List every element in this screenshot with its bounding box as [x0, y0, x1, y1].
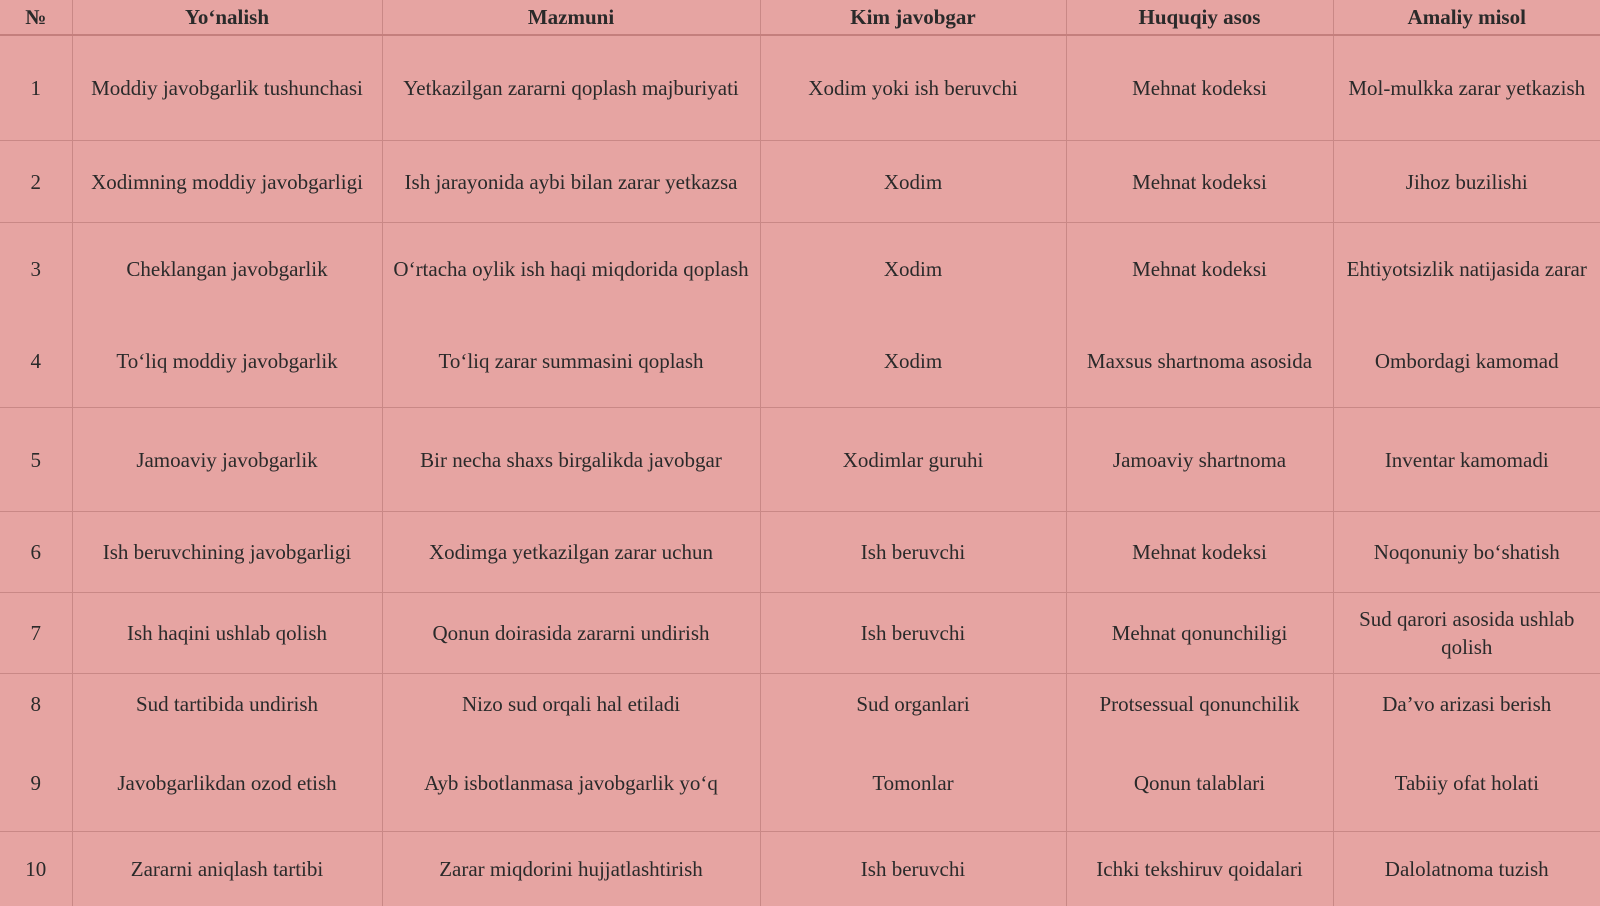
cell-responsible: Ish beruvchi: [760, 512, 1066, 593]
cell-legal-basis: Qonun talablari: [1066, 734, 1333, 832]
cell-legal-basis: Mehnat kodeksi: [1066, 223, 1333, 316]
header-example: Amaliy misol: [1333, 0, 1600, 35]
cell-responsible: Xodim: [760, 223, 1066, 316]
cell-example: Ehtiyotsizlik natijasida zarar: [1333, 223, 1600, 316]
table-row: [0, 35, 1600, 141]
cell-legal-basis: Mehnat kodeksi: [1066, 35, 1333, 141]
header-legal-basis: Huquqiy asos: [1066, 0, 1333, 35]
table-row: [0, 315, 1600, 408]
cell-responsible: Xodim: [760, 141, 1066, 223]
cell-content: Ish jarayonida aybi bilan zarar yetkazsa: [382, 141, 760, 223]
cell-direction: Ish beruvchining javobgarligi: [72, 512, 382, 593]
cell-direction: Jamoaviy javobgarlik: [72, 408, 382, 512]
cell-legal-basis: Mehnat qonunchiligi: [1066, 593, 1333, 674]
cell-responsible: Ish beruvchi: [760, 593, 1066, 674]
cell-direction: Cheklangan javobgarlik: [72, 223, 382, 316]
cell-legal-basis: Mehnat kodeksi: [1066, 141, 1333, 223]
cell-responsible: Xodim yoki ish beruvchi: [760, 35, 1066, 141]
cell-example: Da’vo arizasi berish: [1333, 674, 1600, 735]
cell-example: Jihoz buzilishi: [1333, 141, 1600, 223]
cell-legal-basis: Ichki tekshiruv qoidalari: [1066, 832, 1333, 906]
cell-number: 7: [0, 593, 72, 674]
cell-content: Zarar miqdorini hujjatlashtirish: [382, 832, 760, 906]
cell-direction: Javobgarlikdan ozod etish: [72, 734, 382, 832]
cell-legal-basis: Jamoaviy shartnoma: [1066, 408, 1333, 512]
cell-example: Sud qarori asosida ushlab qolish: [1333, 593, 1600, 674]
table-row: [0, 674, 1600, 735]
table-row: [0, 734, 1600, 832]
table-row: [0, 512, 1600, 593]
cell-responsible: Ish beruvchi: [760, 832, 1066, 906]
cell-direction: Sud tartibida undirish: [72, 674, 382, 735]
cell-content: Qonun doirasida zararni undirish: [382, 593, 760, 674]
table-row: [0, 408, 1600, 512]
header-content: Mazmuni: [382, 0, 760, 35]
cell-content: Xodimga yetkazilgan zarar uchun: [382, 512, 760, 593]
cell-number: 2: [0, 141, 72, 223]
cell-responsible: Tomonlar: [760, 734, 1066, 832]
table-row: [0, 832, 1600, 906]
cell-responsible: Sud organlari: [760, 674, 1066, 735]
cell-direction: Moddiy javobgarlik tushunchasi: [72, 35, 382, 141]
cell-example: Dalolatnoma tuzish: [1333, 832, 1600, 906]
cell-number: 8: [0, 674, 72, 735]
cell-number: 4: [0, 315, 72, 408]
cell-content: Nizo sud orqali hal etiladi: [382, 674, 760, 735]
cell-responsible: Xodimlar guruhi: [760, 408, 1066, 512]
cell-content: Ayb isbotlanmasa javobgarlik yoʻq: [382, 734, 760, 832]
cell-responsible: Xodim: [760, 315, 1066, 408]
table-row: [0, 141, 1600, 223]
cell-direction: Ish haqini ushlab qolish: [72, 593, 382, 674]
cell-direction: Xodimning moddiy javobgarligi: [72, 141, 382, 223]
cell-number: 3: [0, 223, 72, 316]
table-row: [0, 593, 1600, 674]
cell-number: 6: [0, 512, 72, 593]
cell-content: Oʻrtacha oylik ish haqi miqdorida qoplash: [382, 223, 760, 316]
cell-number: 10: [0, 832, 72, 906]
cell-example: Mol-mulkka zarar yetkazish: [1333, 35, 1600, 141]
cell-number: 5: [0, 408, 72, 512]
table-row: [0, 223, 1600, 316]
cell-number: 1: [0, 35, 72, 141]
header-number: №: [0, 0, 72, 35]
cell-content: Yetkazilgan zararni qoplash majburiyati: [382, 35, 760, 141]
cell-example: Noqonuniy boʻshatish: [1333, 512, 1600, 593]
cell-legal-basis: Maxsus shartnoma asosida: [1066, 315, 1333, 408]
cell-direction: Toʻliq moddiy javobgarlik: [72, 315, 382, 408]
cell-legal-basis: Protsessual qonunchilik: [1066, 674, 1333, 735]
cell-content: Toʻliq zarar summasini qoplash: [382, 315, 760, 408]
cell-content: Bir necha shaxs birgalikda javobgar: [382, 408, 760, 512]
cell-example: Ombordagi kamomad: [1333, 315, 1600, 408]
cell-number: 9: [0, 734, 72, 832]
header-responsible: Kim javobgar: [760, 0, 1066, 35]
cell-example: Tabiiy ofat holati: [1333, 734, 1600, 832]
cell-legal-basis: Mehnat kodeksi: [1066, 512, 1333, 593]
table-header-row: [0, 0, 1600, 35]
cell-example: Inventar kamomadi: [1333, 408, 1600, 512]
cell-direction: Zararni aniqlash tartibi: [72, 832, 382, 906]
header-direction: Yoʻnalish: [72, 0, 382, 35]
